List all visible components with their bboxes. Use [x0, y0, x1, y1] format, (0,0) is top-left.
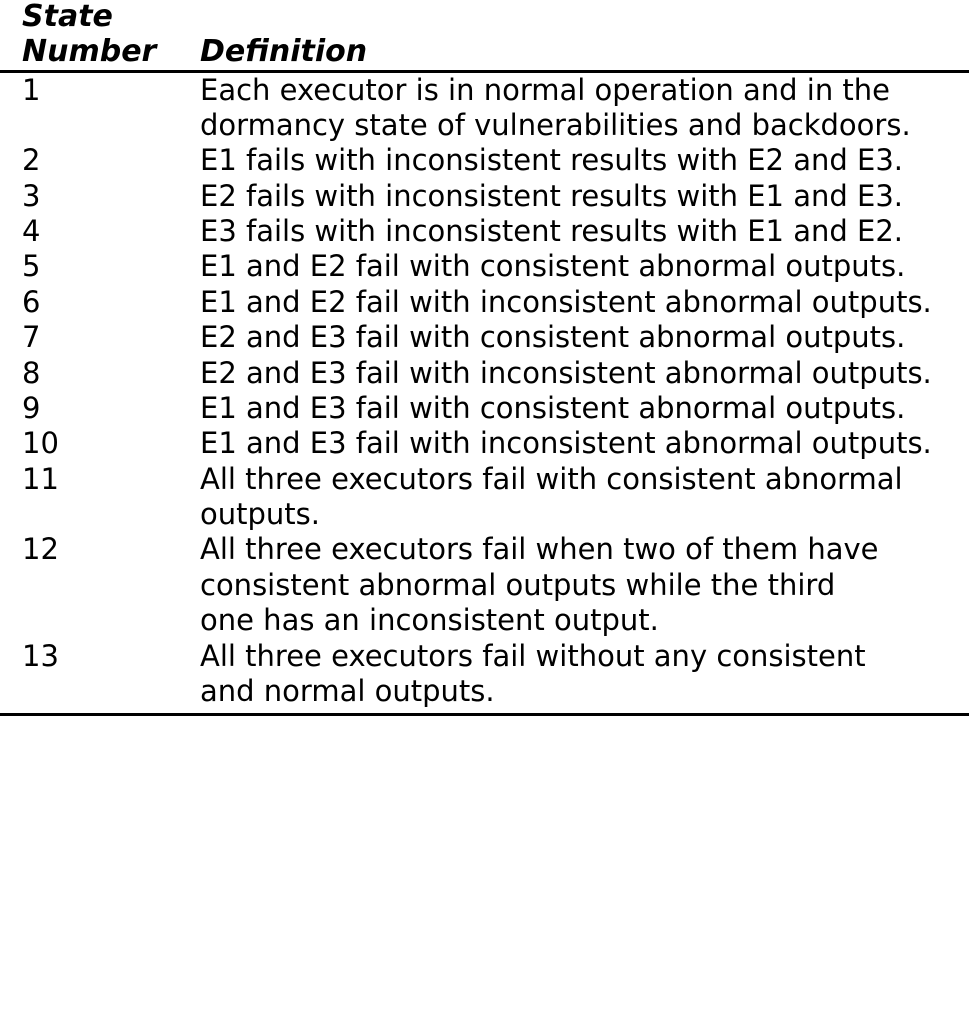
definition-line: E2 and E3 fail with inconsistent abnormal outputs. — [200, 355, 932, 390]
definition-line: E2 fails with inconsistent results with E1 and E3. — [200, 178, 903, 213]
table-row — [0, 532, 969, 638]
state-number-cell: 1 — [22, 72, 41, 107]
table-row — [0, 320, 969, 355]
definition-line: All three executors fail when two of them have — [200, 532, 879, 567]
definition-cell — [200, 285, 969, 320]
table-row — [0, 462, 969, 533]
table-header-row — [0, 0, 969, 70]
definition-line: and normal outputs. — [200, 673, 495, 708]
definition-line: E3 fails with inconsistent results with E1 and E2. — [200, 214, 903, 249]
table-header — [0, 0, 969, 73]
state-number-cell: 2 — [22, 143, 41, 178]
column-header-definition: Definition — [200, 33, 368, 69]
definition-line: E2 and E3 fail with consistent abnormal outputs. — [200, 320, 906, 355]
state-number-cell: 11 — [22, 461, 59, 496]
table-row — [0, 285, 969, 320]
definition-cell — [200, 249, 969, 284]
table-bottom-rule — [0, 713, 969, 716]
definition-line: dormancy state of vulnerabilities and backdoors. — [200, 107, 911, 142]
table-row — [0, 179, 969, 214]
definition-line: E1 and E3 fail with consistent abnormal outputs. — [200, 390, 906, 425]
definition-cell — [200, 426, 969, 461]
definition-cell — [200, 532, 969, 638]
table-body — [0, 73, 969, 710]
state-number-cell: 7 — [22, 320, 41, 355]
definition-line: consistent abnormal outputs while the third — [200, 567, 836, 602]
definition-cell — [200, 73, 969, 144]
definition-cell — [200, 639, 969, 710]
state-number-cell: 10 — [22, 426, 59, 461]
definition-line: E1 fails with inconsistent results with E2 and E3. — [200, 143, 903, 178]
definition-line: one has an inconsistent output. — [200, 603, 659, 638]
state-number-cell: 12 — [22, 532, 59, 567]
definition-line: E1 and E2 fail with inconsistent abnormal outputs. — [200, 284, 932, 319]
column-header-state-number-line1: State — [22, 0, 113, 34]
table-row — [0, 249, 969, 284]
state-number-cell: 6 — [22, 284, 41, 319]
definition-line: outputs. — [200, 497, 320, 532]
state-number-cell: 3 — [22, 178, 41, 213]
table-row — [0, 391, 969, 426]
definition-cell — [200, 179, 969, 214]
table-row — [0, 214, 969, 249]
definition-line: All three executors fail with consistent abnormal — [200, 461, 903, 496]
column-header-state-number — [0, 0, 200, 70]
state-number-cell: 13 — [22, 638, 59, 673]
definition-line: E1 and E3 fail with inconsistent abnormal outputs. — [200, 426, 932, 461]
definition-line: All three executors fail without any consistent — [200, 638, 866, 673]
column-header-state-number-line2: Number — [22, 33, 157, 69]
state-number-cell: 4 — [22, 214, 41, 249]
table-row — [0, 639, 969, 710]
table-row — [0, 356, 969, 391]
state-number-cell: 9 — [22, 390, 41, 425]
definition-cell — [200, 356, 969, 391]
table-row — [0, 73, 969, 144]
state-number-cell: 5 — [22, 249, 41, 284]
table-row — [0, 426, 969, 461]
definition-cell — [200, 391, 969, 426]
definition-cell — [200, 320, 969, 355]
table-row — [0, 143, 969, 178]
definition-line: Each executor is in normal operation and in the — [200, 72, 891, 107]
definition-cell — [200, 143, 969, 178]
state-number-cell: 8 — [22, 355, 41, 390]
definition-cell — [200, 462, 969, 533]
definition-cell — [200, 214, 969, 249]
definition-line: E1 and E2 fail with consistent abnormal outputs. — [200, 249, 906, 284]
